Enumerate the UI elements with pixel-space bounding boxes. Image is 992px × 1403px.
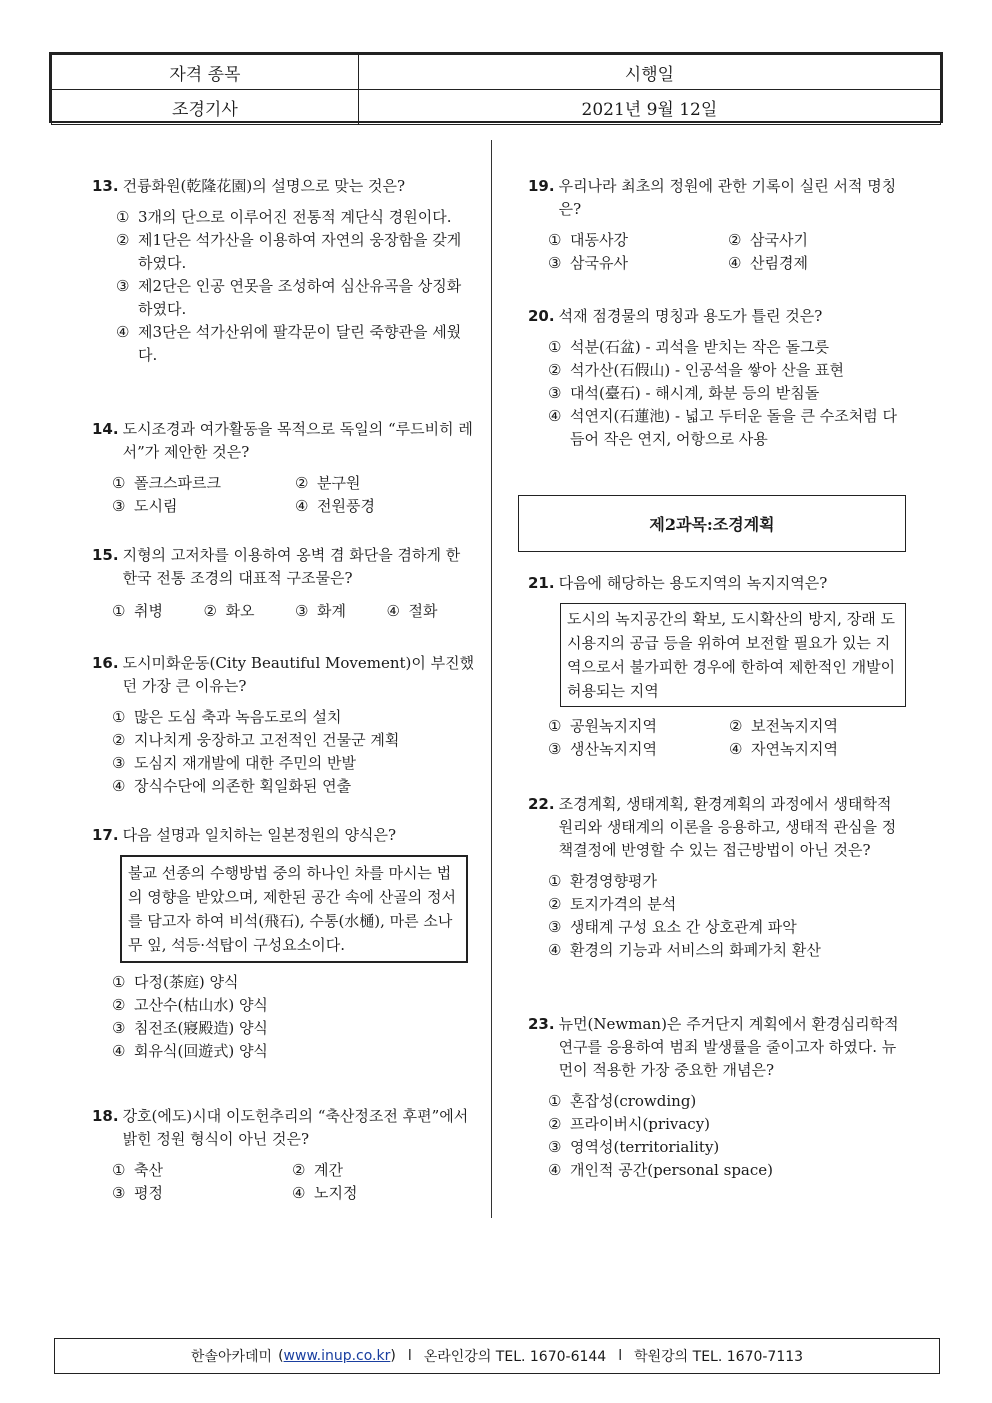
option[interactable]: ③ 침전조(寢殿造) 양식 xyxy=(112,1019,268,1037)
exam-header-table xyxy=(49,52,943,123)
question-number: 13. xyxy=(92,177,119,195)
option[interactable]: ④ 자연녹지지역 xyxy=(729,740,838,758)
option[interactable]: ③ 삼국유사 xyxy=(548,254,628,272)
option[interactable]: ④ 산림경제 xyxy=(728,254,808,272)
question-stem: 건륭화원(乾隆花園)의 설명으로 맞는 것은? xyxy=(122,177,406,195)
option[interactable]: ② 보전녹지지역 xyxy=(729,717,838,735)
option[interactable]: ③ 평정 xyxy=(112,1184,163,1202)
option[interactable]: ② 분구원 xyxy=(295,474,361,492)
option[interactable]: ① 다정(茶庭) 양식 xyxy=(112,973,239,991)
question-18: 18. 강호(에도)시대 이도헌추리의 “축산정조전 후편”에서 밝힌 정원 형식이 아닌 것은? ① 축산 ② 계간 ③ 평정 ④ 노지정 xyxy=(92,1105,472,1205)
option[interactable]: ① 많은 도심 축과 녹음도로의 설치 xyxy=(112,708,342,726)
option[interactable]: ④ 절화 xyxy=(386,602,438,620)
question-22: 22. 조경계획, 생태계획, 환경계획의 과정에서 생태학적 원리와 생태계의 이론을 응용하고, 생태적 관심을 정책결정에 반영할 수 있는 접근방법이 아닌 것은? ① 환경영향평가 ② 토지가격의 분석 ③ 생태계 구성 요소 간 상호관계 파악 ④ 환경의 기능과 서비스의 화폐가치 환산 xyxy=(528,793,910,962)
option[interactable]: ③ 제2단은 인공 연못을 조성하여 심산유곡을 상징화 하였다. xyxy=(116,277,462,318)
option[interactable]: ③ 화계 xyxy=(295,602,346,620)
option[interactable]: ① 취병 xyxy=(112,602,163,620)
option[interactable]: ① 환경영향평가 xyxy=(548,872,657,890)
option[interactable]: ① 혼잡성(crowding) xyxy=(548,1092,697,1110)
option[interactable]: ③ 도심지 재개발에 대한 주민의 반발 xyxy=(112,754,356,772)
option[interactable]: ① 3개의 단으로 이루어진 전통적 계단식 경원이다. xyxy=(116,208,452,226)
option[interactable]: ② 고산수(枯山水) 양식 xyxy=(112,996,268,1014)
header-label-date: 시행일 xyxy=(358,55,940,90)
option[interactable]: ③ 대석(臺石) - 해시계, 화분 등의 받침돌 xyxy=(548,384,820,402)
question-20: 20. 석재 점경물의 명칭과 용도가 틀린 것은? ① 석분(石盆) - 괴석을 받치는 작은 돌그릇 ② 석가산(石假山) - 인공석을 쌓아 산을 표현 ③ 대석(臺石) - 해시계, 화분 등의 받침돌 ④ 석연지(石蓮池) - 넓고 두터운 돌을 큰 수조처럼 다듬어 작은 연지, 어항으로 사용 xyxy=(528,305,910,451)
option[interactable]: ① 석분(石盆) - 괴석을 받치는 작은 돌그릇 xyxy=(548,338,829,356)
option[interactable]: ④ 제3단은 석가산위에 팔각문이 달린 죽향관을 세웠다. xyxy=(116,323,462,364)
header-value-category: 조경기사 xyxy=(52,90,359,125)
option[interactable]: ④ 장식수단에 의존한 획일화된 연출 xyxy=(112,777,352,795)
option[interactable]: ② 토지가격의 분석 xyxy=(548,895,677,913)
option[interactable]: ② 지나치게 웅장하고 고전적인 건물군 계획 xyxy=(112,731,400,749)
question-15: 15. 지형의 고저차를 이용하여 옹벽 겸 화단을 겸하게 한 한국 전통 조경의 대표적 구조물은? ① 취병 ② 화오 ③ 화계 ④ 절화 xyxy=(92,544,478,623)
option[interactable]: ② 삼국사기 xyxy=(728,231,808,249)
footer-academy-tel: 학원강의 TEL. 1670-7113 xyxy=(634,1349,804,1365)
section-heading: 제2과목:조경계획 xyxy=(518,495,906,552)
option[interactable]: ④ 회유식(回遊式) 양식 xyxy=(112,1042,268,1060)
question-13 xyxy=(92,175,472,367)
option[interactable]: ① 축산 xyxy=(112,1161,163,1179)
header-label-category: 자격 종목 xyxy=(52,55,359,90)
option[interactable]: ④ 전원풍경 xyxy=(295,497,375,515)
option[interactable]: ① 공원녹지지역 xyxy=(548,717,657,735)
column-divider xyxy=(491,140,492,1218)
option[interactable]: ② 프라이버시(privacy) xyxy=(548,1115,711,1133)
footer-url-link[interactable]: www.inup.co.kr xyxy=(283,1348,391,1364)
question-box: 도시의 녹지공간의 확보, 도시확산의 방지, 장래 도시용지의 공급 등을 위하여 보전할 필요가 있는 지역으로서 불가피한 경우에 한하여 제한적인 개발이 허용되는 지역 xyxy=(560,603,906,707)
footer-separator: l xyxy=(618,1348,623,1364)
question-19: 19. 우리나라 최초의 정원에 관한 기록이 실린 서적 명칭은? ① 대동사강 ② 삼국사기 ③ 삼국유사 ④ 산림경제 xyxy=(528,175,908,275)
footer-separator: l xyxy=(407,1348,412,1364)
option[interactable]: ④ 개인적 공간(personal space) xyxy=(548,1161,773,1179)
option[interactable]: ② 제1단은 석가산을 이용하여 자연의 웅장함을 갖게 하였다. xyxy=(116,231,462,272)
option[interactable]: ① 대동사강 xyxy=(548,231,628,249)
option[interactable]: ③ 생산녹지지역 xyxy=(548,740,657,758)
question-box: 불교 선종의 수행방법 중의 하나인 차를 마시는 법의 영향을 받았으며, 제한된 공간 속에 산골의 정서를 담고자 하여 비석(飛石), 수통(水樋), 마른 소나무 잎, 석등·석탑이 구성요소이다. xyxy=(120,855,468,963)
option[interactable]: ① 폴크스파르크 xyxy=(112,474,221,492)
header-value-date: 2021년 9월 12일 xyxy=(358,90,940,125)
footer: 한솔아카데미 ( www.inup.co.kr ) l 온라인강의 TEL. 1670-6144 l 학원강의 TEL. 1670-7113 xyxy=(54,1338,940,1374)
option[interactable]: ② 석가산(石假山) - 인공석을 쌓아 산을 표현 xyxy=(548,361,844,379)
footer-brand: 한솔아카데미 xyxy=(190,1349,273,1365)
question-23: 23. 뉴먼(Newman)은 주거단지 계획에서 환경심리학적 연구를 응용하여 범죄 발생률을 줄이고자 하였다. 뉴먼이 적용한 가장 중요한 개념은? ① 혼잡성(crowding) ② 프라이버시(privacy) ③ 영역성(territoriality) ④ 개인적 공간(personal space) xyxy=(528,1013,910,1182)
option[interactable]: ③ 도시림 xyxy=(112,497,178,515)
option[interactable]: ② 화오 xyxy=(203,602,255,620)
question-17: 17. 다음 설명과 일치하는 일본정원의 양식은? 불교 선종의 수행방법 중의 하나인 차를 마시는 법의 영향을 받았으며, 제한된 공간 속에 산골의 정서를 담고자 하여 비석(飛石), 수통(水樋), 마른 소나무 잎, 석등·석탑이 구성요소이다. ① 다정(茶庭) 양식 ② 고산수(枯山水) 양식 ③ 침전조(寢殿造) 양식 ④ 회유식(回遊式) 양식 xyxy=(92,824,478,1063)
question-21: 21. 다음에 해당하는 용도지역의 녹지지역은? 도시의 녹지공간의 확보, 도시확산의 방지, 장래 도시용지의 공급 등을 위하여 보전할 필요가 있는 지역으로서 불가피한 경우에 한하여 제한적인 개발이 허용되는 지역 ① 공원녹지지역 ② 보전녹지지역 ③ 생산녹지지역 ④ 자연녹지지역 xyxy=(528,572,910,761)
option[interactable]: ③ 영역성(territoriality) xyxy=(548,1138,720,1156)
footer-online-tel: 온라인강의 TEL. 1670-6144 xyxy=(423,1349,607,1365)
option[interactable]: ④ 노지정 xyxy=(292,1184,358,1202)
option[interactable]: ② 계간 xyxy=(292,1161,343,1179)
question-16: 16. 도시미화운동(City Beautiful Movement)이 부진했던 가장 큰 이유는? ① 많은 도심 축과 녹음도로의 설치 ② 지나치게 웅장하고 고전적인 건물군 계획 ③ 도심지 재개발에 대한 주민의 반발 ④ 장식수단에 의존한 획일화된 연출 xyxy=(92,652,478,798)
option[interactable]: ③ 생태계 구성 요소 간 상호관계 파악 xyxy=(548,918,797,936)
option[interactable]: ④ 석연지(石蓮池) - 넓고 두터운 돌을 큰 수조처럼 다듬어 작은 연지, 어항으로 사용 xyxy=(548,407,897,448)
option[interactable]: ④ 환경의 기능과 서비스의 화폐가치 환산 xyxy=(548,941,821,959)
question-14: 14. 도시조경과 여가활동을 목적으로 독일의 “루드비히 레서”가 제안한 것은? ① 폴크스파르크 ② 분구원 ③ 도시림 ④ 전원풍경 xyxy=(92,418,478,518)
